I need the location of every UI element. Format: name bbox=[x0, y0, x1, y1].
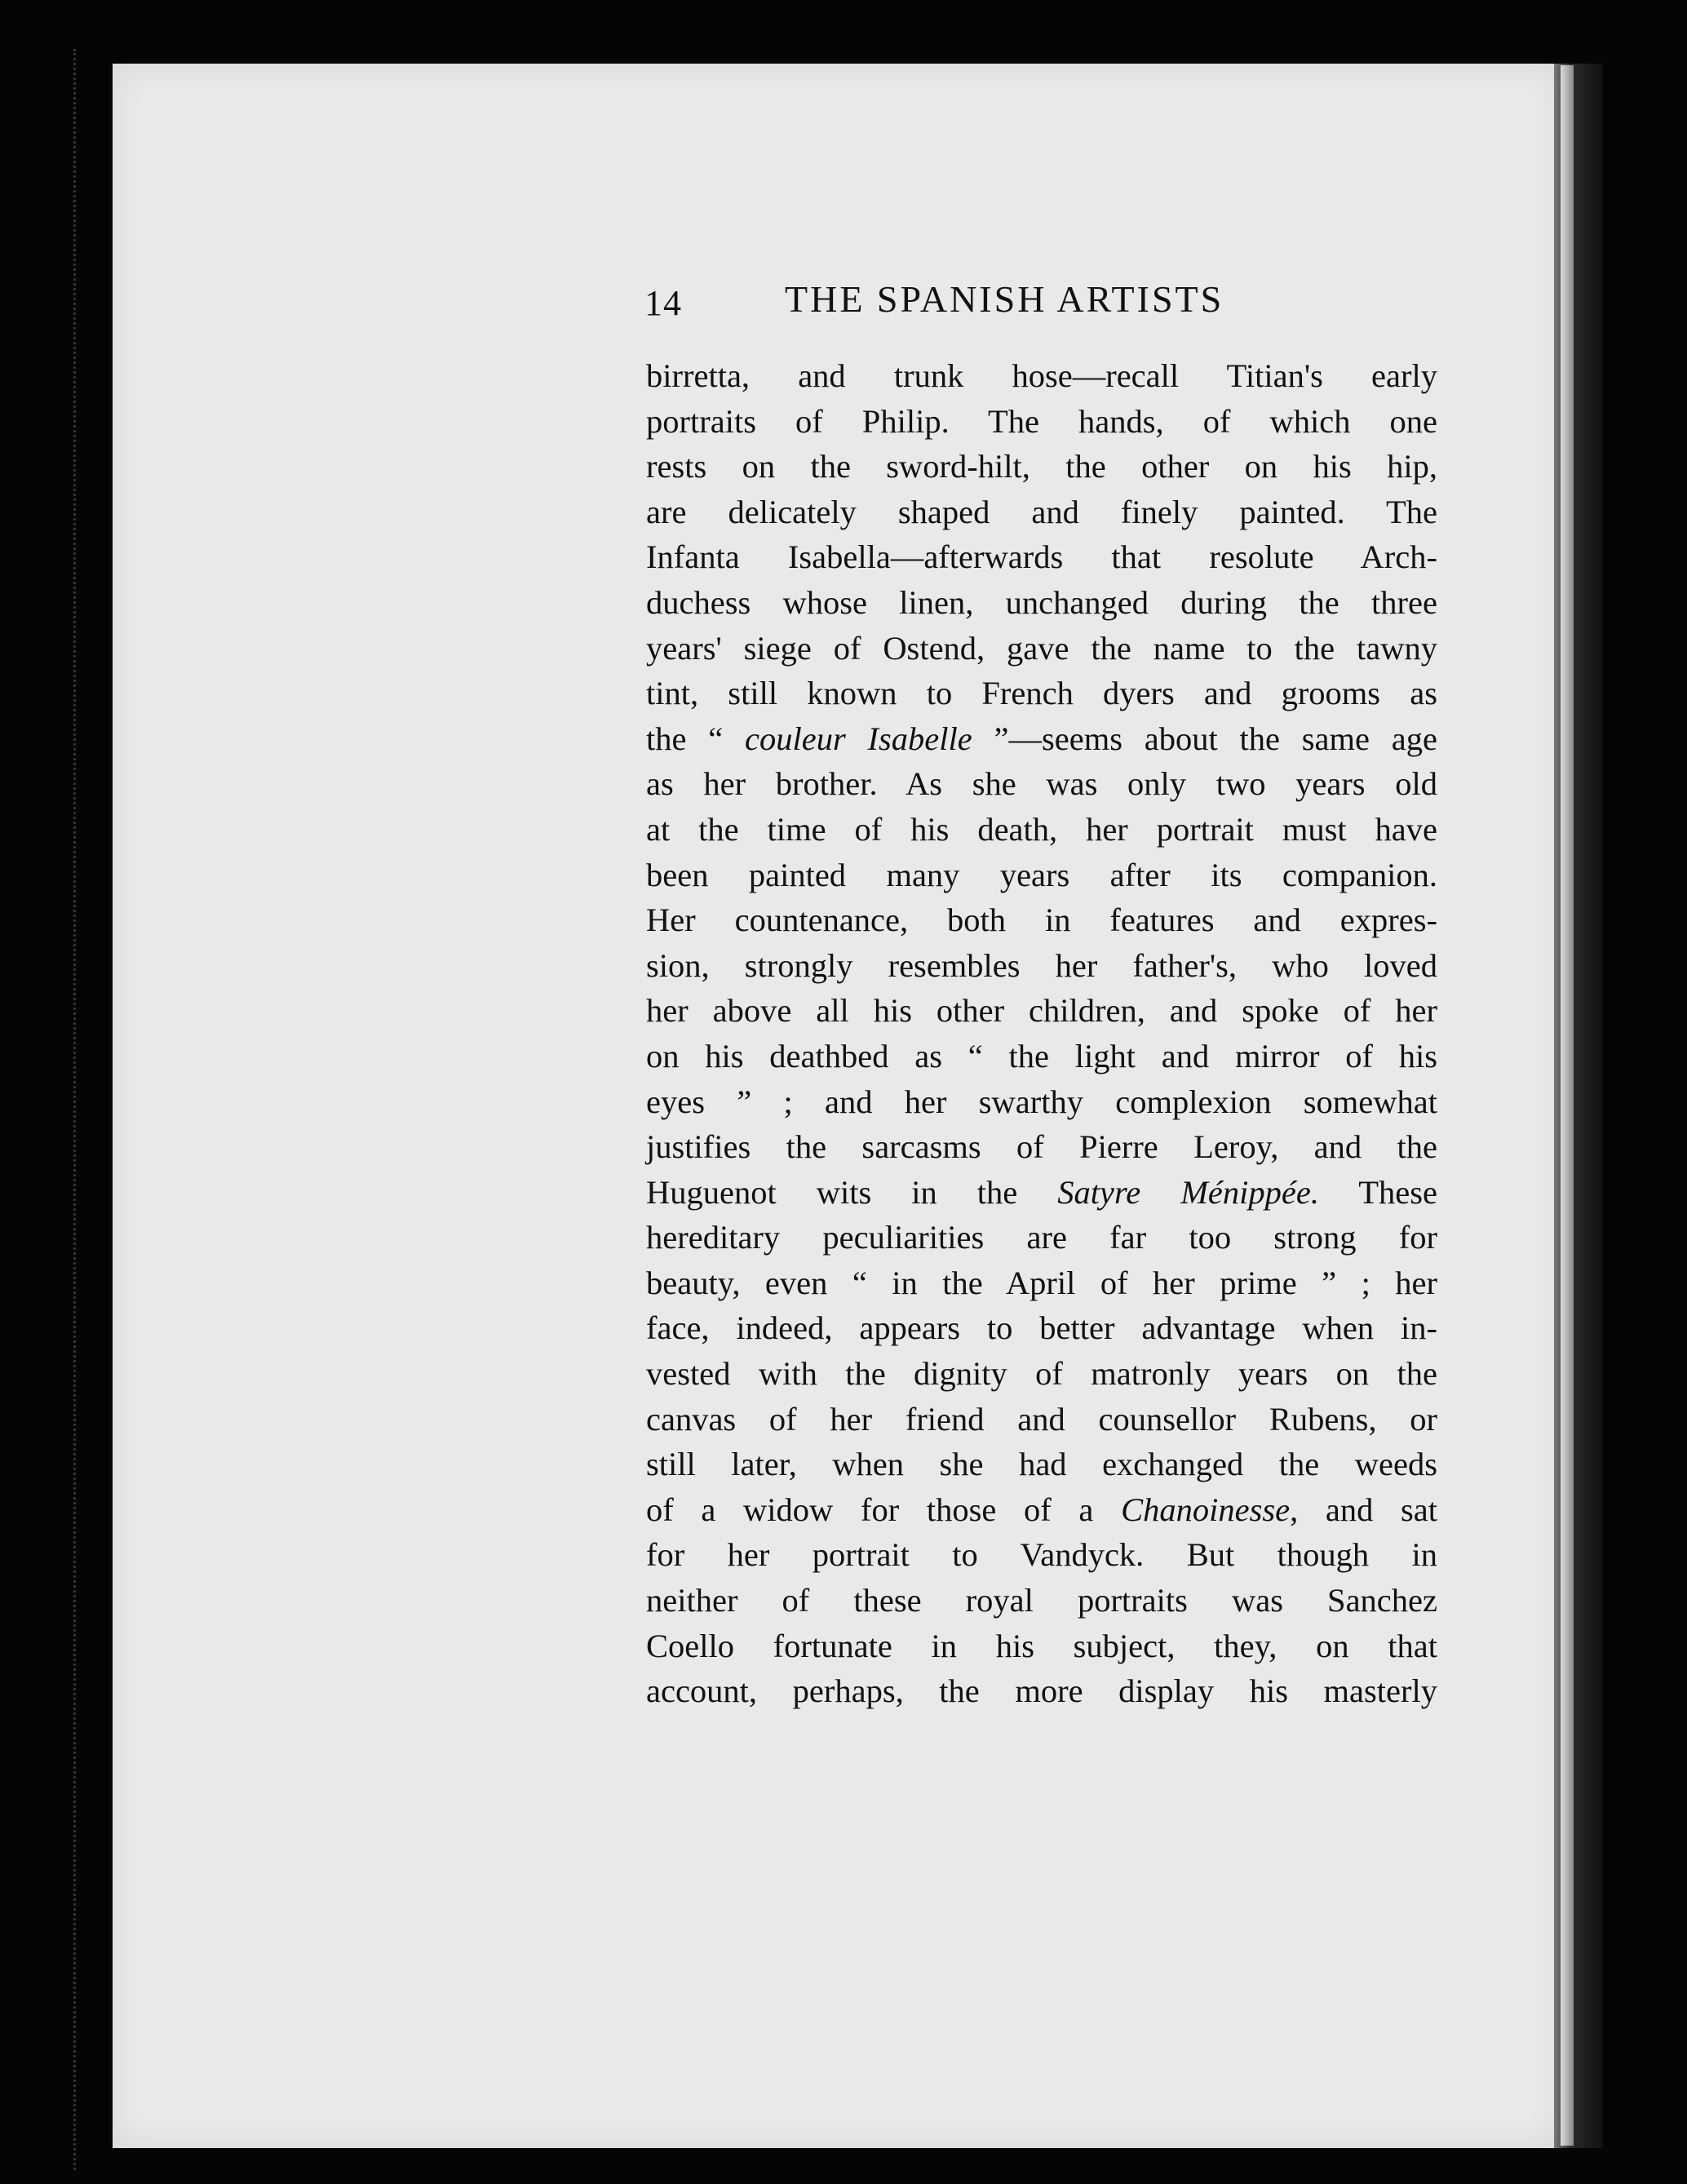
text-line bbox=[646, 853, 1437, 898]
text-segment: still later, when she had exchanged the weeds bbox=[646, 1446, 1437, 1483]
text-segment: Her countenance, both in features and expres- bbox=[646, 902, 1437, 939]
text-line bbox=[646, 943, 1437, 989]
text-line bbox=[646, 1668, 1437, 1714]
text-line bbox=[646, 1351, 1437, 1397]
text-segment: her above all his other children, and spoke of her bbox=[646, 992, 1437, 1030]
text-line bbox=[646, 534, 1437, 580]
text-line bbox=[646, 807, 1437, 853]
text-line bbox=[646, 671, 1437, 716]
italic-phrase: Chanoinesse bbox=[1121, 1491, 1291, 1528]
text-line bbox=[646, 1397, 1437, 1442]
text-segment: on his deathbed as “ the light and mirror of his bbox=[646, 1037, 1437, 1074]
text-line bbox=[646, 490, 1437, 535]
scan-edge-marks bbox=[73, 49, 92, 2170]
text-line bbox=[646, 988, 1437, 1034]
text-line bbox=[646, 1079, 1437, 1125]
text-segment: are delicately shaped and finely painted. The bbox=[646, 493, 1437, 530]
text-line bbox=[646, 1442, 1437, 1487]
text-segment: been painted many years after its companion. bbox=[646, 856, 1437, 893]
text-segment: sion, strongly resembles her father's, who loved bbox=[646, 946, 1437, 984]
text-segment: of a widow for those of a bbox=[646, 1491, 1122, 1528]
text-segment: portraits of Philip. The hands, of which one bbox=[646, 402, 1437, 440]
text-segment: Coello fortunate in his subject, they, on that bbox=[646, 1627, 1437, 1664]
page-number: 14 bbox=[644, 283, 682, 323]
text-segment: beauty, even “ in the April of her prime ” ; her bbox=[646, 1264, 1437, 1301]
running-title: THE SPANISH ARTISTS bbox=[785, 278, 1224, 320]
text-segment: justifies the sarcasms of Pierre Leroy, and the bbox=[646, 1128, 1437, 1166]
text-line bbox=[646, 1124, 1437, 1170]
text-line bbox=[646, 353, 1437, 399]
text-segment: neither of these royal portraits was Sanchez bbox=[646, 1582, 1437, 1619]
text-segment: , and sat bbox=[1290, 1491, 1438, 1528]
text-segment: rests on the sword-hilt, the other on his hip, bbox=[646, 448, 1437, 485]
text-segment: at the time of his death, her portrait must have bbox=[646, 810, 1437, 848]
text-line bbox=[646, 1532, 1437, 1578]
text-segment: hereditary peculiarities are far too strong for bbox=[646, 1219, 1437, 1256]
text-segment: eyes ” ; and her swarthy complexion somewhat bbox=[646, 1083, 1437, 1120]
text-segment: years' siege of Ostend, gave the name to the tawny bbox=[646, 629, 1437, 667]
text-line bbox=[646, 1034, 1437, 1079]
text-segment: duchess whose linen, unchanged during the three bbox=[646, 583, 1437, 621]
text-segment: birretta, and trunk hose—recall Titian's early bbox=[646, 357, 1437, 394]
text-line bbox=[646, 1260, 1437, 1306]
text-line bbox=[646, 1624, 1437, 1669]
text-segment: Infanta Isabella—afterwards that resolute Arch- bbox=[646, 538, 1437, 576]
italic-phrase: Satyre Ménippée. bbox=[1057, 1173, 1319, 1211]
text-line bbox=[646, 1215, 1437, 1260]
text-segment: as her brother. As she was only two years old bbox=[646, 765, 1437, 803]
text-segment: ”—seems about the same age bbox=[972, 720, 1437, 757]
text-segment: tint, still known to French dyers and grooms as bbox=[646, 675, 1437, 712]
text-line bbox=[646, 444, 1437, 490]
text-segment: Huguenot wits in the bbox=[646, 1173, 1058, 1211]
running-header bbox=[644, 277, 1444, 334]
text-line bbox=[646, 716, 1437, 762]
text-segment: These bbox=[1319, 1173, 1437, 1211]
page-edge-highlight bbox=[1561, 65, 1574, 2146]
text-segment: face, indeed, appears to better advantage when in- bbox=[646, 1309, 1437, 1347]
text-segment: for her portrait to Vandyck. But though in bbox=[646, 1536, 1437, 1574]
text-line bbox=[646, 1487, 1437, 1533]
text-line bbox=[646, 580, 1437, 626]
italic-phrase: couleur Isabelle bbox=[745, 720, 972, 757]
text-line bbox=[646, 1305, 1437, 1351]
text-line bbox=[646, 1578, 1437, 1624]
text-segment: vested with the dignity of matronly years on the bbox=[646, 1355, 1437, 1393]
text-segment: account, perhaps, the more display his masterly bbox=[646, 1672, 1437, 1710]
text-line bbox=[646, 897, 1437, 943]
text-line bbox=[646, 1170, 1437, 1216]
text-line bbox=[646, 399, 1437, 445]
body-text bbox=[646, 353, 1437, 1714]
text-segment: the “ bbox=[646, 720, 746, 757]
text-line bbox=[646, 761, 1437, 807]
text-segment: canvas of her friend and counsellor Rubens, or bbox=[646, 1400, 1437, 1438]
text-line bbox=[646, 626, 1437, 671]
